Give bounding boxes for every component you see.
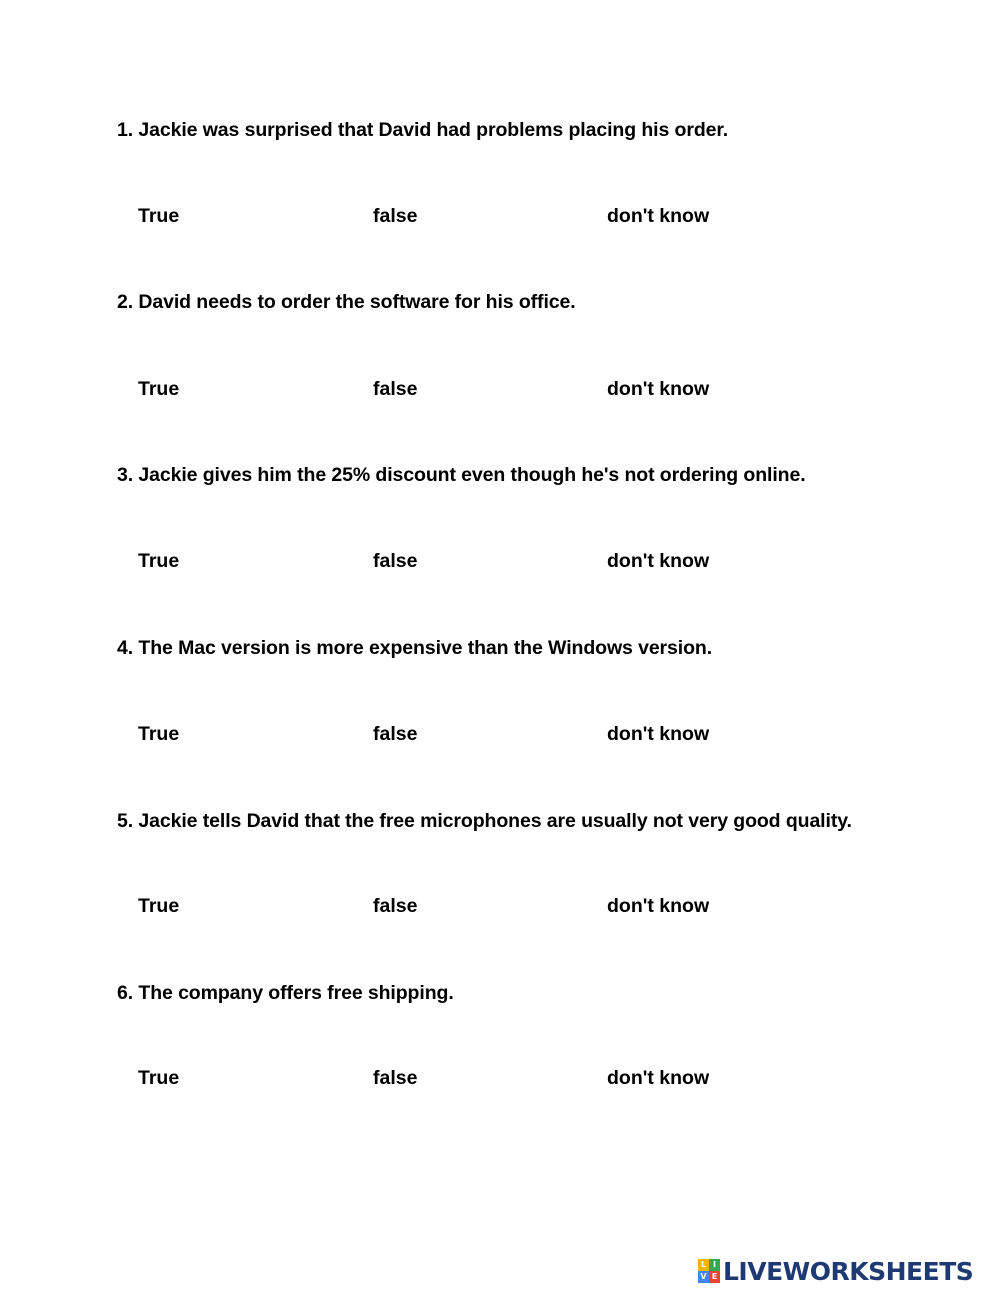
logo-text: LIVEWORKSHEETS bbox=[723, 1256, 974, 1286]
question-3-option-dont-know[interactable]: don't know bbox=[607, 550, 710, 572]
question-6: 6. The company offers free shipping. bbox=[117, 982, 454, 1004]
question-5-option-dont-know[interactable]: don't know bbox=[607, 895, 710, 917]
question-5-option-true[interactable]: True bbox=[138, 895, 180, 917]
question-2: 2. David needs to order the software for his office. bbox=[117, 291, 576, 313]
question-6-option-dont-know[interactable]: don't know bbox=[607, 1067, 710, 1089]
question-2-option-dont-know[interactable]: don't know bbox=[607, 378, 710, 400]
question-4-option-false[interactable]: false bbox=[373, 723, 418, 745]
question-5-option-false[interactable]: false bbox=[373, 895, 418, 917]
question-4: 4. The Mac version is more expensive than the Windows version. bbox=[117, 637, 713, 659]
liveworksheets-logo-icon bbox=[698, 1259, 720, 1283]
question-3-option-false[interactable]: false bbox=[373, 550, 418, 572]
question-1: 1. Jackie was surprised that David had problems placing his order. bbox=[117, 119, 729, 141]
question-2-option-false[interactable]: false bbox=[373, 378, 418, 400]
logo-mark-letter: I bbox=[709, 1259, 720, 1271]
question-6-option-true[interactable]: True bbox=[138, 1067, 180, 1089]
question-6-option-false[interactable]: false bbox=[373, 1067, 418, 1089]
question-5: 5. Jackie tells David that the free microphones are usually not very good quality. bbox=[117, 810, 852, 832]
question-1-option-false[interactable]: false bbox=[373, 205, 418, 227]
liveworksheets-logo bbox=[698, 1255, 973, 1287]
logo-mark-letter: V bbox=[698, 1271, 709, 1283]
question-1-option-true[interactable]: True bbox=[138, 205, 180, 227]
question-4-option-dont-know[interactable]: don't know bbox=[607, 723, 710, 745]
question-3: 3. Jackie gives him the 25% discount even though he's not ordering online. bbox=[117, 464, 806, 486]
question-1-option-dont-know[interactable]: don't know bbox=[607, 205, 710, 227]
question-3-option-true[interactable]: True bbox=[138, 550, 180, 572]
question-4-option-true[interactable]: True bbox=[138, 723, 180, 745]
logo-mark-letter: L bbox=[698, 1259, 709, 1271]
logo-mark-letter: E bbox=[709, 1271, 720, 1283]
question-2-option-true[interactable]: True bbox=[138, 378, 180, 400]
